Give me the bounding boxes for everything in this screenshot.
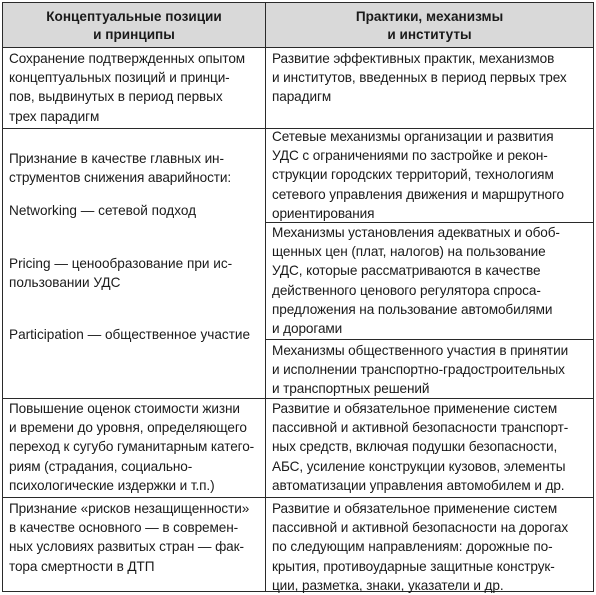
row2-practice-participation: Механизмы общественного участия в принятии и исполнении транспортно-градостроительных и транспортных решений	[272, 343, 569, 397]
header-left: Концептуальные позиции и принципы	[46, 9, 222, 42]
row1-practice: Развитие эффективных практик, механизмов и институтов, введенных в период первых трех парадигм	[272, 51, 567, 105]
column-divider	[265, 3, 266, 591]
row2-principle-intro: Признание в качестве главных ин- струментов снижения аварийности:	[9, 151, 232, 186]
row-divider	[3, 47, 593, 48]
subrow-divider	[266, 339, 593, 340]
row2-practice-networking: Сетевые механизмы организации и развития УДС с ограничениями по застройке и рекон- струкции городских территорий, технологиям сетевого управления движения и маршрутного ориентирования	[272, 129, 564, 221]
row-divider	[3, 497, 593, 498]
row4-practice: Развитие и обязательное применение систем пассивной и активной безопасности на дорогах по следующим направлениям: дорожные по- крытия, противоударные защитные конструк- ции, разметка, знаки, указатели и др.	[272, 501, 569, 593]
row1-principle: Сохранение подтвержденных опытом концептуальных позиций и принци- пов, выдвинутых в период первых трех парадигм	[9, 51, 246, 124]
row3-practice: Развитие и обязательное применение систем пассивной и активной безопасности транспорт- ных средств, включая подушки безопасности, АБС, усиление конструкции кузовов, элементы автоматизации управления автомобилем и др.	[272, 401, 569, 493]
header-right: Практики, механизмы и институты	[355, 9, 504, 42]
row3-principle: Повышение оценок стоимости жизни и времени до уровня, определяющего переход к сугубо гуманитарным катего- риям (страдания, социально- психологические издержки и т.п.)	[9, 401, 255, 493]
row4-principle: Признание «рисков незащищенности» в качестве основного — в современ- ных условиях развитых стран — фак- тора смертности в ДТП	[9, 501, 250, 574]
row2-principle-pricing: Pricing — ценообразование при ис- пользовании УДС	[9, 256, 233, 291]
row2-principle-networking: Networking — сетевой подход	[9, 203, 197, 218]
row2-practice-pricing: Механизмы установления адекватных и обоб- щенных цен (плат, налогов) на пользование УДС, которые рассматриваются в качестве действенного ценового регулятора спроса- предложения на пользование автомобилями и дорогами	[272, 225, 560, 337]
comparison-table	[2, 2, 594, 592]
row2-principle-participation: Participation — общественное участие	[9, 327, 251, 342]
